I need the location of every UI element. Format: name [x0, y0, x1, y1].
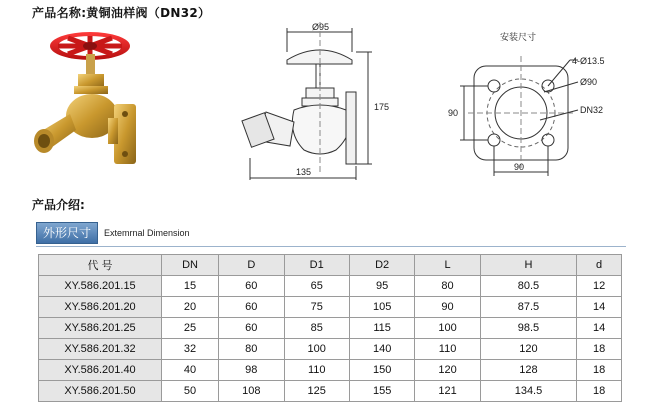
tag-label-cn: 外形尺寸	[36, 222, 98, 244]
cell: 32	[162, 339, 219, 360]
cell: 85	[284, 318, 349, 339]
dim-h90: 90	[448, 108, 459, 118]
cell: 87.5	[480, 297, 576, 318]
cell: 128	[480, 360, 576, 381]
cell: 134.5	[480, 381, 576, 402]
external-dimension-tag	[36, 222, 190, 244]
cell: 110	[284, 360, 349, 381]
cell: 95	[349, 276, 414, 297]
table-row	[39, 360, 622, 381]
flange-drawing	[448, 30, 628, 180]
cell: 60	[219, 318, 284, 339]
cell: 80	[219, 339, 284, 360]
side-view-drawing	[232, 22, 412, 182]
cell: 115	[349, 318, 414, 339]
col-header: L	[415, 255, 480, 276]
cell-code: XY.586.201.20	[39, 297, 162, 318]
cell: 98.5	[480, 318, 576, 339]
dimension-table	[38, 254, 622, 402]
col-header: 代 号	[39, 255, 162, 276]
cell-code: XY.586.201.50	[39, 381, 162, 402]
cell: 18	[577, 339, 622, 360]
dim-d95: Ø95	[312, 22, 330, 32]
cell: 150	[349, 360, 414, 381]
cell: 60	[219, 276, 284, 297]
col-header: D1	[284, 255, 349, 276]
cell: 20	[162, 297, 219, 318]
cell: 75	[284, 297, 349, 318]
cell: 110	[415, 339, 480, 360]
table-row	[39, 297, 622, 318]
product-intro-label: 产品介绍:	[32, 198, 85, 212]
col-header: D2	[349, 255, 414, 276]
product-title: 产品名称:黄铜油样阀（DN32）	[32, 6, 211, 20]
cell: 120	[480, 339, 576, 360]
cell: 140	[349, 339, 414, 360]
cell: 90	[415, 297, 480, 318]
cell: 12	[577, 276, 622, 297]
product-photo	[18, 24, 186, 184]
table-row	[39, 381, 622, 402]
cell-code: XY.586.201.32	[39, 339, 162, 360]
cell: 15	[162, 276, 219, 297]
cell-code: XY.586.201.40	[39, 360, 162, 381]
col-header: DN	[162, 255, 219, 276]
cell: 125	[284, 381, 349, 402]
dim-holes: 4-Ø13.5	[572, 56, 605, 66]
cell: 40	[162, 360, 219, 381]
table-header-row	[39, 255, 622, 276]
cell: 155	[349, 381, 414, 402]
cell: 50	[162, 381, 219, 402]
cell: 100	[284, 339, 349, 360]
cell: 120	[415, 360, 480, 381]
cell: 18	[577, 381, 622, 402]
cell: 121	[415, 381, 480, 402]
cell: 100	[415, 318, 480, 339]
dim-h175: 175	[374, 102, 390, 112]
col-header: d	[577, 255, 622, 276]
cell-code: XY.586.201.25	[39, 318, 162, 339]
install-dims-title: 安装尺寸	[500, 33, 537, 43]
dim-w90: 90	[514, 162, 525, 172]
cell: 105	[349, 297, 414, 318]
cell: 18	[577, 360, 622, 381]
cell: 80.5	[480, 276, 576, 297]
cell: 14	[577, 318, 622, 339]
cell: 14	[577, 297, 622, 318]
dim-dn32: DN32	[580, 105, 604, 115]
table-row	[39, 276, 622, 297]
cell: 98	[219, 360, 284, 381]
table-row	[39, 339, 622, 360]
cell: 108	[219, 381, 284, 402]
tag-label-en: Extemrnal Dimension	[104, 228, 190, 238]
section-divider	[36, 246, 626, 247]
col-header: H	[480, 255, 576, 276]
col-header: D	[219, 255, 284, 276]
cell: 25	[162, 318, 219, 339]
cell: 65	[284, 276, 349, 297]
cell: 80	[415, 276, 480, 297]
cell: 60	[219, 297, 284, 318]
cell-code: XY.586.201.15	[39, 276, 162, 297]
dim-d90: Ø90	[580, 77, 598, 87]
dim-w135: 135	[296, 167, 312, 177]
table-row	[39, 318, 622, 339]
